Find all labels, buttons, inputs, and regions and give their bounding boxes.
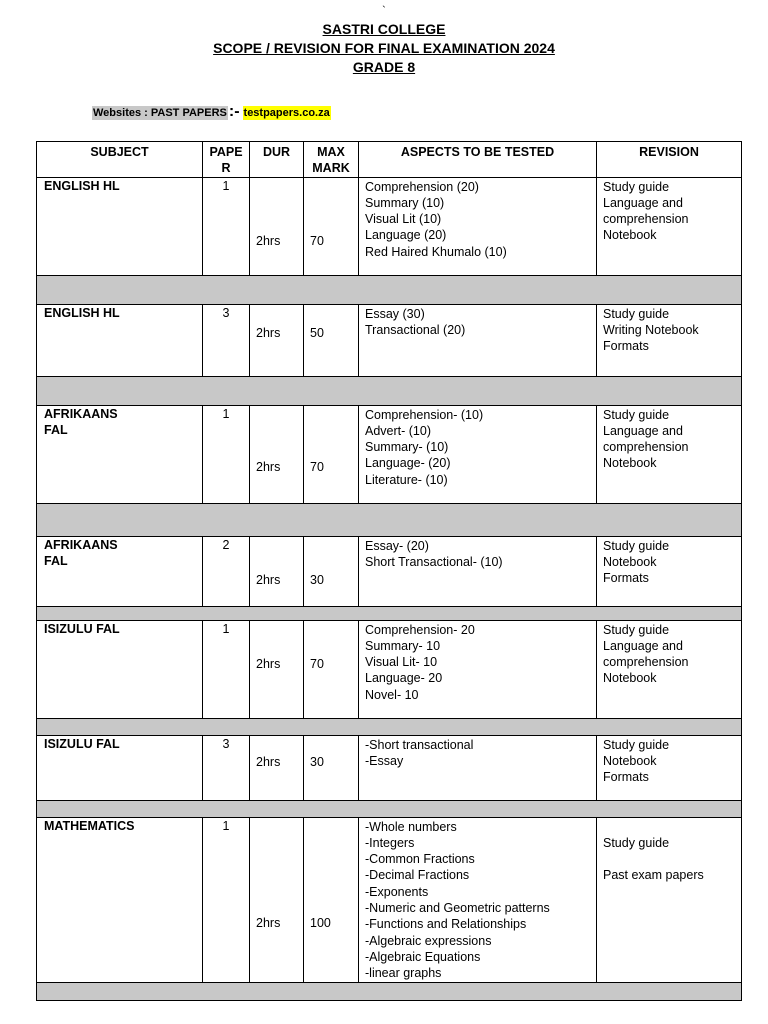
paper-cell: 1 bbox=[203, 817, 250, 982]
revision-item bbox=[603, 851, 741, 867]
aspect-item: -Decimal Fractions bbox=[365, 868, 470, 883]
paper-cell: 3 bbox=[203, 735, 250, 800]
revision-item: Language and bbox=[603, 638, 683, 653]
aspect-item: Language (20) bbox=[365, 228, 447, 243]
duration-cell: 2hrs bbox=[250, 735, 304, 800]
duration-cell: 2hrs bbox=[250, 536, 304, 606]
max-mark-cell: 30 bbox=[304, 536, 359, 606]
aspect-item: Language- (20) bbox=[365, 456, 451, 471]
table-row bbox=[37, 536, 742, 606]
aspects-cell bbox=[359, 405, 597, 503]
revision-item: Study guide bbox=[603, 835, 670, 850]
revision-item: Notebook bbox=[603, 554, 657, 569]
aspect-item: Advert- (10) bbox=[365, 423, 431, 438]
aspect-item: Red Haired Khumalo (10) bbox=[365, 244, 507, 259]
table-header-row bbox=[37, 142, 742, 178]
aspect-item: Comprehension- (10) bbox=[365, 407, 484, 422]
paper-cell: 1 bbox=[203, 177, 250, 275]
revision-cell bbox=[597, 536, 742, 606]
aspect-item: Short Transactional- (10) bbox=[365, 554, 503, 569]
paper-cell: 3 bbox=[203, 304, 250, 376]
aspect-item: -linear graphs bbox=[365, 966, 442, 981]
duration-cell: 2hrs bbox=[250, 304, 304, 376]
separator-row bbox=[37, 982, 742, 1000]
aspect-item: Comprehension- 20 bbox=[365, 622, 475, 637]
table-row bbox=[37, 177, 742, 275]
separator-row bbox=[37, 503, 742, 536]
duration-cell: 2hrs bbox=[250, 177, 304, 275]
revision-cell bbox=[597, 304, 742, 376]
separator-cell bbox=[37, 275, 742, 304]
table-row bbox=[37, 817, 742, 982]
aspect-item: -Short transactional bbox=[365, 737, 474, 752]
duration-cell: 2hrs bbox=[250, 405, 304, 503]
table-row bbox=[37, 304, 742, 376]
websites-separator: :- bbox=[228, 103, 240, 120]
aspect-item: -Algebraic expressions bbox=[365, 933, 492, 948]
revision-item: Notebook bbox=[603, 671, 657, 686]
revision-item: Study guide bbox=[603, 538, 670, 553]
separator-row bbox=[37, 800, 742, 817]
header-max-mark: MAX MARK bbox=[304, 142, 359, 178]
subject-cell: AFRIKAANS FAL bbox=[37, 405, 203, 503]
paper-cell: 2 bbox=[203, 536, 250, 606]
revision-item: Study guide bbox=[603, 407, 670, 422]
revision-item: Language and bbox=[603, 195, 683, 210]
aspect-item: -Common Fractions bbox=[365, 852, 475, 867]
revision-item: Language and bbox=[603, 423, 683, 438]
aspect-item: -Integers bbox=[365, 835, 415, 850]
separator-cell bbox=[37, 376, 742, 405]
paper-cell: 1 bbox=[203, 620, 250, 718]
aspect-item: -Numeric and Geometric patterns bbox=[365, 901, 550, 916]
website-link[interactable]: testpapers.co.za bbox=[243, 107, 330, 119]
aspects-cell bbox=[359, 304, 597, 376]
separator-cell bbox=[37, 718, 742, 735]
aspect-item: Visual Lit (10) bbox=[365, 212, 442, 227]
revision-cell bbox=[597, 735, 742, 800]
table-row bbox=[37, 620, 742, 718]
aspect-item: -Exponents bbox=[365, 884, 429, 899]
separator-row bbox=[37, 275, 742, 304]
aspect-item: Novel- 10 bbox=[365, 687, 419, 702]
aspect-item: Literature- (10) bbox=[365, 472, 448, 487]
separator-cell bbox=[37, 503, 742, 536]
revision-item: comprehension bbox=[603, 440, 689, 455]
aspects-cell bbox=[359, 817, 597, 982]
revision-item: Writing Notebook bbox=[603, 322, 699, 337]
max-mark-cell: 70 bbox=[304, 620, 359, 718]
revision-item: Formats bbox=[603, 770, 649, 785]
aspect-item: Transactional (20) bbox=[365, 322, 466, 337]
revision-cell bbox=[597, 620, 742, 718]
revision-item: Study guide bbox=[603, 179, 670, 194]
header-subject: SUBJECT bbox=[37, 142, 203, 178]
table-row bbox=[37, 735, 742, 800]
max-mark-cell: 30 bbox=[304, 735, 359, 800]
revision-item: comprehension bbox=[603, 212, 689, 227]
scope-table bbox=[36, 141, 742, 1001]
subject-cell: ENGLISH HL bbox=[37, 177, 203, 275]
scope-title: SCOPE / REVISION FOR FINAL EXAMINATION 2024 bbox=[213, 40, 555, 56]
subject-cell: ENGLISH HL bbox=[37, 304, 203, 376]
revision-item: Notebook bbox=[603, 228, 657, 243]
revision-item: Study guide bbox=[603, 737, 670, 752]
revision-item: Study guide bbox=[603, 622, 670, 637]
aspect-item: -Whole numbers bbox=[365, 819, 457, 834]
max-mark-cell: 50 bbox=[304, 304, 359, 376]
grade-title: GRADE 8 bbox=[352, 59, 416, 75]
duration-cell: 2hrs bbox=[250, 817, 304, 982]
revision-cell bbox=[597, 817, 742, 982]
separator-row bbox=[37, 718, 742, 735]
aspects-cell bbox=[359, 536, 597, 606]
aspect-item: Language- 20 bbox=[365, 671, 443, 686]
header-dur: DUR bbox=[250, 142, 304, 178]
duration-cell: 2hrs bbox=[250, 620, 304, 718]
header-mark: ` bbox=[382, 5, 386, 17]
websites-line bbox=[92, 104, 331, 121]
aspect-item: Essay (30) bbox=[365, 306, 425, 321]
max-mark-cell: 70 bbox=[304, 177, 359, 275]
document-header bbox=[0, 6, 768, 77]
revision-item: Notebook bbox=[603, 456, 657, 471]
college-title: SASTRI COLLEGE bbox=[322, 21, 446, 37]
aspect-item: -Algebraic Equations bbox=[365, 949, 481, 964]
separator-cell bbox=[37, 606, 742, 620]
subject-cell: ISIZULU FAL bbox=[37, 620, 203, 718]
aspect-item: -Functions and Relationships bbox=[365, 917, 527, 932]
separator-cell bbox=[37, 800, 742, 817]
aspects-cell bbox=[359, 620, 597, 718]
revision-item: Formats bbox=[603, 571, 649, 586]
separator-row bbox=[37, 376, 742, 405]
header-revision: REVISION bbox=[597, 142, 742, 178]
aspects-cell bbox=[359, 177, 597, 275]
max-mark-cell: 100 bbox=[304, 817, 359, 982]
aspect-item: Summary- (10) bbox=[365, 440, 449, 455]
separator-row bbox=[37, 606, 742, 620]
max-mark-cell: 70 bbox=[304, 405, 359, 503]
revision-cell bbox=[597, 405, 742, 503]
subject-cell: MATHEMATICS bbox=[37, 817, 203, 982]
revision-cell bbox=[597, 177, 742, 275]
revision-item: Past exam papers bbox=[603, 868, 704, 883]
header-aspects: ASPECTS TO BE TESTED bbox=[359, 142, 597, 178]
aspect-item: -Essay bbox=[365, 753, 404, 768]
separator-cell bbox=[37, 982, 742, 1000]
aspect-item: Comprehension (20) bbox=[365, 179, 479, 194]
subject-cell: AFRIKAANS FAL bbox=[37, 536, 203, 606]
revision-item: comprehension bbox=[603, 655, 689, 670]
table-row bbox=[37, 405, 742, 503]
aspect-item: Summary (10) bbox=[365, 195, 445, 210]
revision-item: Notebook bbox=[603, 753, 657, 768]
aspect-item: Essay- (20) bbox=[365, 538, 429, 553]
websites-label: Websites : PAST PAPERS bbox=[93, 107, 227, 119]
revision-item: Formats bbox=[603, 339, 649, 354]
revision-item bbox=[603, 819, 741, 835]
header-paper: PAPE R bbox=[203, 142, 250, 178]
revision-item: Study guide bbox=[603, 306, 670, 321]
aspect-item: Visual Lit- 10 bbox=[365, 655, 438, 670]
aspects-cell bbox=[359, 735, 597, 800]
aspect-item: Summary- 10 bbox=[365, 638, 441, 653]
paper-cell: 1 bbox=[203, 405, 250, 503]
subject-cell: ISIZULU FAL bbox=[37, 735, 203, 800]
